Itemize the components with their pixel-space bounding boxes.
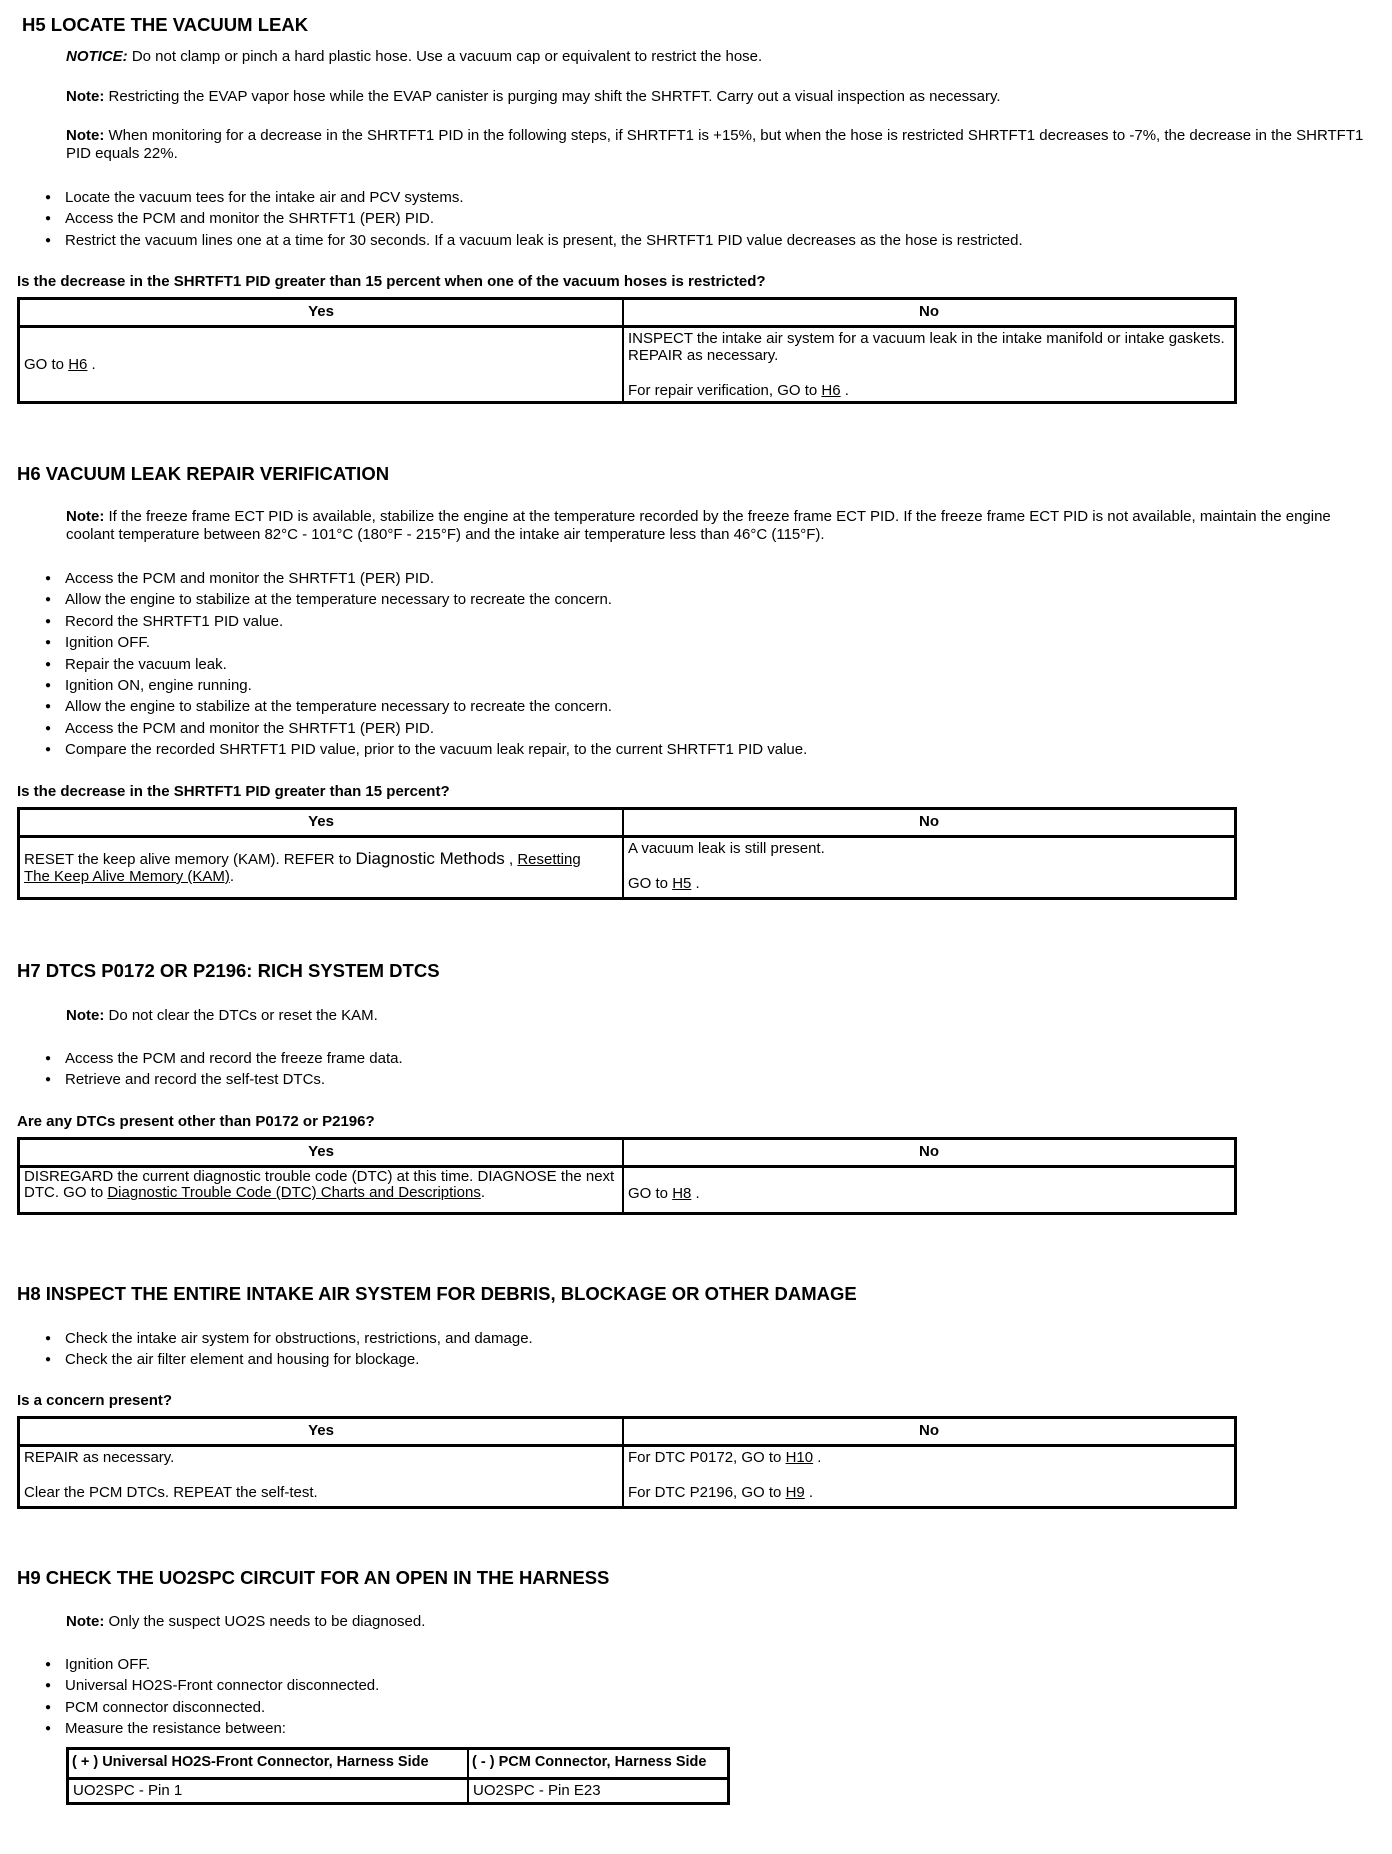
list-item: ● Allow the engine to stabilize at the temperature necessary to recreate the concern. bbox=[45, 591, 807, 612]
h5-bullet-list bbox=[45, 189, 1023, 253]
yes-cell bbox=[20, 838, 624, 897]
no-text-2 bbox=[628, 382, 1230, 399]
list-item: ● Check the air filter element and housing for blockage. bbox=[45, 1351, 533, 1372]
h9-bullet-list bbox=[45, 1656, 379, 1742]
no-text-2-pre: GO to bbox=[628, 875, 673, 892]
table-header-row bbox=[20, 810, 1234, 838]
list-item: ● PCM connector disconnected. bbox=[45, 1699, 379, 1720]
note-text: If the freeze frame ECT PID is available, stabilize the engine at the temperature recorded by the freeze frame ECT PID. If the freeze frame ECT PID is not available, maintain the engine coolant temperature between 82°C - 101°C (180°F - 215°F) and the intake air temperature less than 46°C (115°F). bbox=[66, 508, 1331, 543]
no-header: No bbox=[919, 1143, 939, 1160]
list-item: ● Ignition ON, engine running. bbox=[45, 677, 807, 698]
no-text-2 bbox=[628, 1484, 1230, 1501]
yes-header: Yes bbox=[20, 300, 624, 325]
note-text: Restricting the EVAP vapor hose while the EVAP canister is purging may shift the SHRTFT. Carry out a visual inspection as necessary. bbox=[104, 88, 1001, 105]
h7-bullet-list bbox=[45, 1050, 403, 1093]
list-item: ● Ignition OFF. bbox=[45, 634, 807, 655]
note-label: Note: bbox=[66, 508, 105, 525]
no-text-2 bbox=[628, 875, 1230, 892]
h8-question: Is a concern present? bbox=[17, 1392, 173, 1409]
list-item: ● Compare the recorded SHRTFT1 PID value, prior to the vacuum leak repair, to the current SHRTFT1 PID value. bbox=[45, 741, 807, 762]
no-text-1-pre: For DTC P0172, GO to bbox=[628, 1449, 786, 1466]
h9-heading: H9 CHECK THE UO2SPC CIRCUIT FOR AN OPEN IN THE HARNESS bbox=[17, 1567, 610, 1588]
list-item: ● Repair the vacuum leak. bbox=[45, 656, 807, 677]
h6-heading: H6 VACUUM LEAK REPAIR VERIFICATION bbox=[17, 463, 390, 484]
list-item: ● Retrieve and record the self-test DTCs. bbox=[45, 1071, 403, 1092]
col2-header: ( - ) PCM Connector, Harness Side bbox=[472, 1754, 707, 1770]
h5-answer-table bbox=[17, 297, 1237, 404]
note-text: Only the suspect UO2S needs to be diagnosed. bbox=[104, 1613, 426, 1630]
h5-question: Is the decrease in the SHRTFT1 PID greater than 15 percent when one of the vacuum hoses is restricted? bbox=[17, 273, 766, 290]
yes-text: GO to bbox=[24, 356, 69, 373]
note-label: Note: bbox=[66, 127, 105, 144]
list-item: ● Ignition OFF. bbox=[45, 1656, 379, 1677]
no-end: . bbox=[691, 1185, 700, 1202]
no-text-1 bbox=[628, 1449, 1230, 1466]
note-label: Note: bbox=[66, 1613, 105, 1630]
h6-note bbox=[66, 508, 1366, 544]
link-resetting[interactable]: Resetting bbox=[517, 851, 581, 868]
yes-text-2: Clear the PCM DTCs. REPEAT the self-test. bbox=[24, 1484, 318, 1501]
list-item: ● Access the PCM and monitor the SHRTFT1 (PER) PID. bbox=[45, 570, 807, 591]
note-label: Note: bbox=[66, 88, 105, 105]
link-h9[interactable]: H9 bbox=[785, 1484, 805, 1501]
h9-note bbox=[66, 1613, 1366, 1631]
link-h8[interactable]: H8 bbox=[672, 1185, 692, 1202]
no-text-1-end: . bbox=[813, 1449, 822, 1466]
table-header-row bbox=[20, 1140, 1234, 1168]
table-row bbox=[69, 1780, 727, 1802]
no-cell bbox=[624, 838, 1234, 897]
link-dtc-charts[interactable]: Diagnostic Trouble Code (DTC) Charts and Descriptions bbox=[107, 1184, 481, 1201]
list-item: ● Check the intake air system for obstructions, restrictions, and damage. bbox=[45, 1330, 533, 1351]
no-text-2-end: . bbox=[804, 1484, 814, 1501]
list-item: ● Allow the engine to stabilize at the temperature necessary to recreate the concern. bbox=[45, 698, 807, 719]
table-header-row bbox=[20, 300, 1234, 328]
no-text-2-end: . bbox=[840, 382, 849, 399]
list-item: ● Restrict the vacuum lines one at a time for 30 seconds. If a vacuum leak is present, the SHRTFT1 PID value decreases as the hose is restricted. bbox=[45, 232, 1023, 253]
h8-heading: H8 INSPECT THE ENTIRE INTAKE AIR SYSTEM FOR DEBRIS, BLOCKAGE OR OTHER DAMAGE bbox=[17, 1283, 857, 1304]
table-row bbox=[20, 838, 1234, 897]
yes-end: . bbox=[229, 868, 235, 885]
col1-header: ( + ) Universal HO2S-Front Connector, Harness Side bbox=[69, 1750, 469, 1777]
yes-text: RESET the keep alive memory (KAM). REFER to bbox=[24, 851, 356, 868]
list-item: ● Access the PCM and monitor the SHRTFT1 (PER) PID. bbox=[45, 210, 1023, 231]
yes-end: . bbox=[87, 356, 96, 373]
yes-cell bbox=[20, 1168, 624, 1212]
h5-note-2 bbox=[66, 127, 1366, 163]
yes-header: Yes bbox=[20, 1419, 624, 1444]
no-text-1: A vacuum leak is still present. bbox=[628, 840, 825, 857]
h8-bullet-list bbox=[45, 1330, 533, 1373]
yes-cell bbox=[20, 328, 624, 401]
yes-header: Yes bbox=[20, 1140, 624, 1165]
col2-cell: UO2SPC - Pin E23 bbox=[473, 1782, 601, 1799]
no-text-1: INSPECT the intake air system for a vacuum leak in the intake manifold or intake gaskets. REPAIR as necessary. bbox=[628, 330, 1225, 364]
note-label: Note: bbox=[66, 1007, 105, 1024]
yes-cell bbox=[20, 1447, 624, 1506]
table-row bbox=[20, 1447, 1234, 1506]
no-cell bbox=[624, 1168, 1234, 1212]
h5-note-1 bbox=[66, 88, 1366, 106]
link-h10[interactable]: H10 bbox=[785, 1449, 814, 1466]
list-item: ● Access the PCM and record the freeze frame data. bbox=[45, 1050, 403, 1071]
h6-bullet-list bbox=[45, 570, 807, 763]
link-h6[interactable]: H6 bbox=[68, 356, 88, 373]
yes-end: . bbox=[480, 1184, 485, 1201]
note-text: When monitoring for a decrease in the SHRTFT1 PID in the following steps, if SHRTFT1 is +15%, but when the hose is restricted SHRTFT1 decreases to -7%, the decrease in the SHRTFT1 PID equals 22%. bbox=[66, 127, 1364, 162]
yes-text: DISREGARD the current diagnostic trouble code (DTC) at this time. DIAGNOSE the next DTC. GO to bbox=[24, 1168, 615, 1201]
no-header: No bbox=[919, 813, 939, 830]
no-text-2-end: . bbox=[691, 875, 700, 892]
col1-cell: UO2SPC - Pin 1 bbox=[69, 1780, 469, 1802]
no-text: GO to bbox=[628, 1185, 673, 1202]
link-h6[interactable]: H6 bbox=[821, 382, 841, 399]
table-header-row bbox=[20, 1419, 1234, 1447]
diagnostic-methods-text: Diagnostic Methods bbox=[355, 849, 505, 868]
h7-heading: H7 DTCS P0172 OR P2196: RICH SYSTEM DTCS bbox=[17, 960, 440, 981]
no-text-2-pre: For DTC P2196, GO to bbox=[628, 1484, 786, 1501]
table-row bbox=[20, 328, 1234, 401]
h8-answer-table bbox=[17, 1416, 1237, 1509]
h7-answer-table bbox=[17, 1137, 1237, 1215]
notice-text: Do not clamp or pinch a hard plastic hose. Use a vacuum cap or equivalent to restrict the hose. bbox=[127, 48, 763, 65]
no-text-2-pre: For repair verification, GO to bbox=[628, 382, 822, 399]
no-cell bbox=[624, 1447, 1234, 1506]
note-text: Do not clear the DTCs or reset the KAM. bbox=[104, 1007, 378, 1024]
h5-heading: H5 LOCATE THE VACUUM LEAK bbox=[22, 14, 309, 35]
list-item: ● Locate the vacuum tees for the intake air and PCV systems. bbox=[45, 189, 1023, 210]
list-item: ● Universal HO2S-Front connector disconnected. bbox=[45, 1677, 379, 1698]
link-h5[interactable]: H5 bbox=[672, 875, 692, 892]
table-row bbox=[20, 1168, 1234, 1212]
h7-note bbox=[66, 1007, 1366, 1025]
list-item: ● Measure the resistance between: bbox=[45, 1720, 379, 1741]
yes-comma: , bbox=[504, 851, 518, 868]
h6-question: Is the decrease in the SHRTFT1 PID greater than 15 percent? bbox=[17, 783, 450, 800]
table-header-row bbox=[69, 1750, 727, 1780]
notice-label: NOTICE: bbox=[66, 48, 128, 65]
no-cell bbox=[624, 328, 1234, 401]
h6-answer-table bbox=[17, 807, 1237, 900]
h5-notice bbox=[66, 48, 1366, 66]
link-keep-alive-memory[interactable]: The Keep Alive Memory (KAM) bbox=[24, 868, 230, 885]
h7-question: Are any DTCs present other than P0172 or P2196? bbox=[17, 1113, 375, 1130]
yes-text-1: REPAIR as necessary. bbox=[24, 1449, 175, 1466]
list-item: ● Record the SHRTFT1 PID value. bbox=[45, 613, 807, 634]
h9-measurement-table bbox=[66, 1747, 730, 1805]
no-header: No bbox=[919, 303, 939, 320]
list-item: ● Access the PCM and monitor the SHRTFT1 (PER) PID. bbox=[45, 720, 807, 741]
yes-header: Yes bbox=[20, 810, 624, 835]
no-header: No bbox=[919, 1422, 939, 1439]
